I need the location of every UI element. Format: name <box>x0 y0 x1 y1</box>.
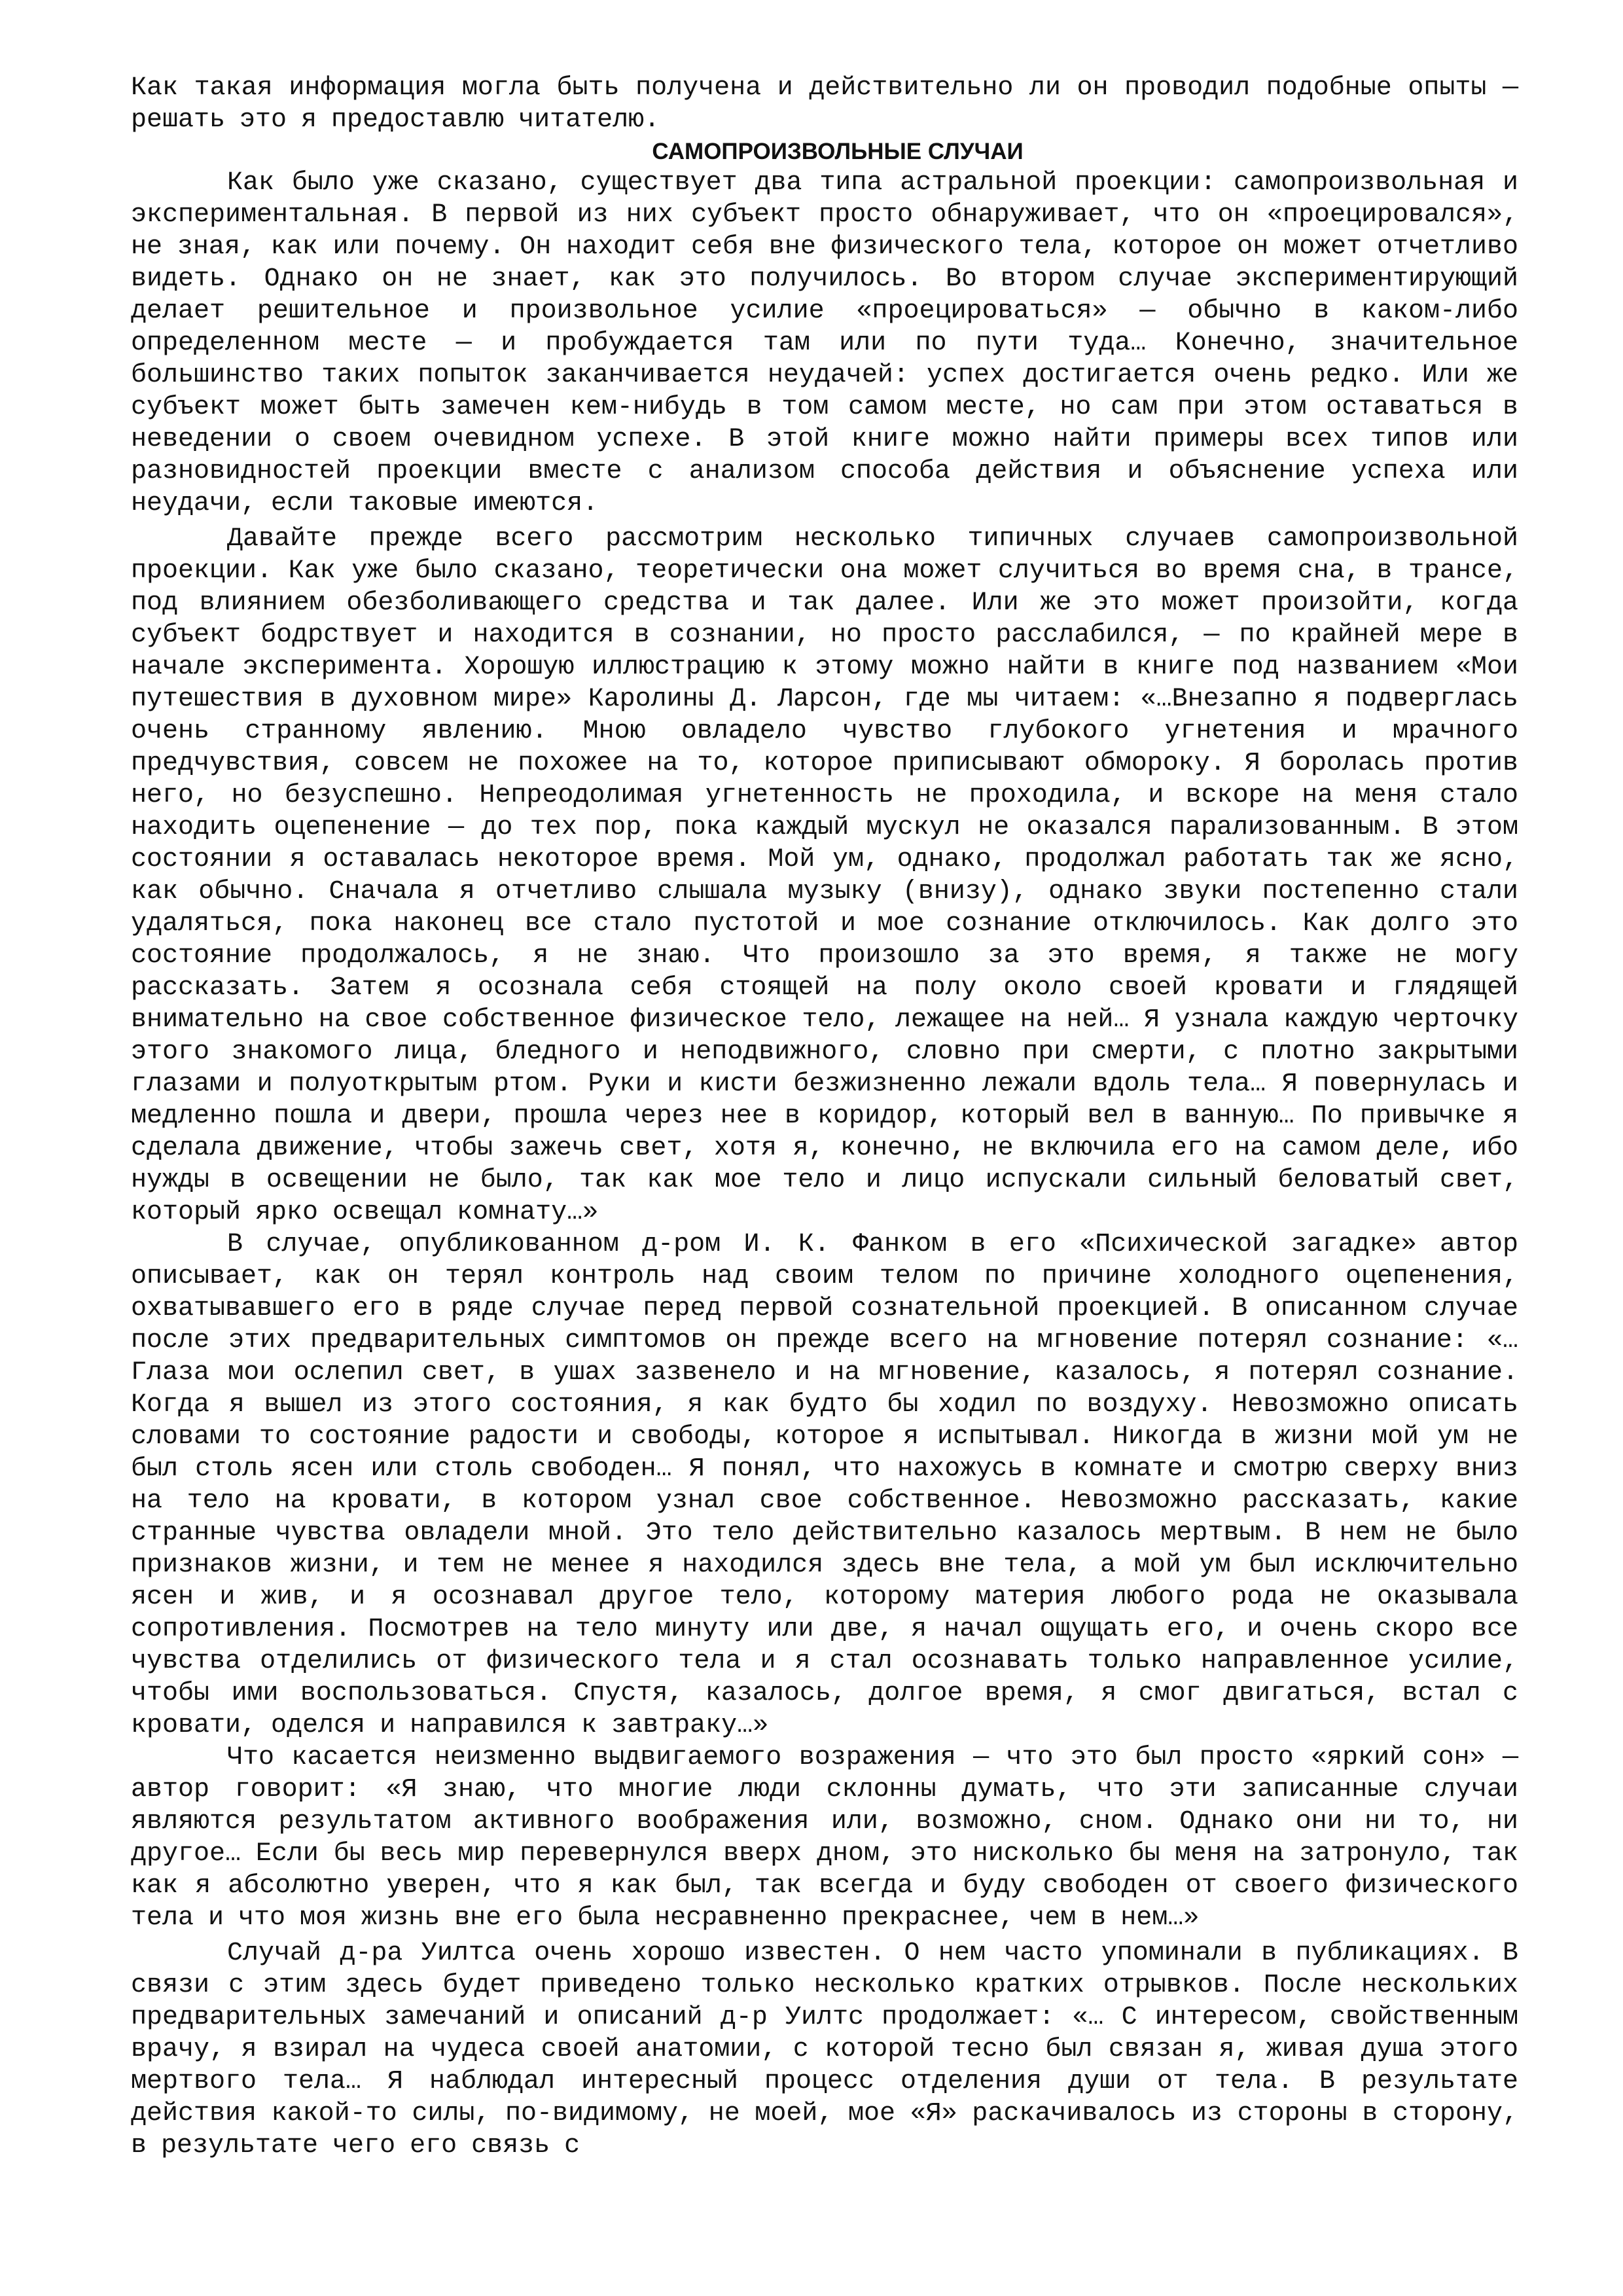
paragraph-3: В случае, опубликованном д-ром И. К. Фанком в его «Психической загадке» автор описывает, как он терял контроль над своим телом по причине холодного оцепенения, охватывавшего его в ряде случае перед первой сознательной проекцией. В описанном случае после этих предварительных симптомов он прежде всего на мгновение потерял сознание: «…Глаза мои ослепил свет, в ушах зазвенело и на мгновение, казалось, я потерял сознание. Когда я вышел из этого состояния, я как будто бы ходил по воздуху. Невозможно описать словами то состояние радости и свободы, которое я испытывал. Никогда в жизни мой ум не был столь ясен или столь свободен… Я понял, что нахожусь в комнате и смотрю сверху вниз на тело на кровати, в котором узнал свое собственное. Невозможно рассказать, какие странные чувства овладели мной. Это тело действительно казалось мертвым. В нем не было признаков жизни, и тем не менее я находился здесь вне тела, а мой ум был исключительно ясен и жив, и я осознавал другое тело, которому материя любого рода не оказывала сопротивления. Посмотрев на тело минуту или две, я начал ощущать его, и очень скоро все чувства отделились от физического тела и я стал осознавать только направленное усилие, чтобы ими воспользоваться. Спустя, казалось, долгое время, я смог двигаться, встал с кровати, оделся и направился к завтраку…» <box>131 1230 1518 1740</box>
paragraph-2: Давайте прежде всего рассмотрим несколько типичных случаев самопроизвольной проекции. Как уже было сказано, теоретически она может случиться во время сна, в трансе, под влиянием обезболивающего средства и так далее. Или же это может произойти, когда субъект бодрствует и находится в сознании, но просто расслабился, — по крайней мере в начале эксперимента. Хорошую иллюстрацию к этому можно найти в книге под названием «Мои путешествия в духовном мире» Каролины Д. Ларсон, где мы читаем: «…Внезапно я подверглась очень странному явлению. Мною овладело чувство глубокого угнетения и мрачного предчувствия, совсем не похожее на то, которое приписывают обмороку. Я боролась против него, но безуспешно. Непреодолимая угнетенность не проходила, и вскоре на меня стало находить оцепенение — до тех пор, пока каждый мускул не оказался парализованным. В этом состоянии я оставалась некоторое время. Мой ум, однако, продолжал работать так же ясно, как обычно. Сначала я отчетливо слышала музыку (внизу), однако звуки постепенно стали удаляться, пока наконец все стало пустотой и мое сознание отключилось. Как долго это состояние продолжалось, я не знаю. Что произошло за это время, я также не могу рассказать. Затем я осознала себя стоящей на полу около своей кровати и глядящей внимательно на свое собственное физическое тело, лежащее на ней… Я узнала каждую черточку этого знакомого лица, бледного и неподвижного, словно при смерти, с плотно закрытыми глазами и полуоткрытым ртом. Руки и кисти безжизненно лежали вдоль тела… Я повернулась и медленно пошла и двери, прошла через нее в коридор, который вел в ванную… По привычке я сделала движение, чтобы зажечь свет, хотя я, конечно, не включила его на самом деле, ибо нужды в освещении не было, так как мое тело и лицо испускали сильный беловатый свет, который ярко освещал комнату…» <box>131 524 1518 1227</box>
intro-paragraph: Как такая информация могла быть получена и действительно ли он проводил подобные опыты — решать это я предоставлю читателю. <box>131 73 1518 135</box>
paragraph-1: Как было уже сказано, существует два типа астральной проекции: самопроизвольная и экспериментальная. В первой из них субъект просто обнаруживает, что он «проецировался», не зная, как или почему. Он находит себя вне физического тела, которое он может отчетливо видеть. Однако он не знает, как это получилось. Во втором случае экспериментирующий делает решительное и произвольное усилие «проецироваться» — обычно в каком-либо определенном месте — и пробуждается там или по пути туда… Конечно, значительное большинство таких попыток заканчивается неудачей: успех достигается очень редко. Или же субъект может быть замечен кем-нибудь в том самом месте, но сам при этом оставаться в неведении о своем очевидном успехе. В этой книге можно найти примеры всех типов или разновидностей проекции вместе с анализом способа действия и объяснение успеха или неудачи, если таковые имеются. <box>131 168 1518 518</box>
document-page <box>131 72 1518 2162</box>
section-heading: САМОПРОИЗВОЛЬНЫЕ СЛУЧАИ <box>652 139 1024 164</box>
paragraph-5: Случай д-ра Уилтса очень хорошо известен. О нем часто упоминали в публикациях. В связи с этим здесь будет приведено только несколько кратких отрывков. После нескольких предварительных замечаний и описаний д-р Уилтс продолжает: «… С интересом, свойственным врачу, я взирал на чудеса своей анатомии, с которой тесно был связан я, живая душа этого мертвого тела… Я наблюдал интересный процесс отделения души от тела. В результате действия какой-то силы, по-видимому, не моей, мое «Я» раскачивалось из стороны в сторону, в результате чего его связь с <box>131 1939 1518 2161</box>
paragraph-4: Что касается неизменно выдвигаемого возражения — что это был просто «яркий сон» — автор говорит: «Я знаю, что многие люди склонны думать, что эти записанные случаи являются результатом активного воображения или, возможно, сном. Однако они ни то, ни другое… Если бы весь мир перевернулся вверх дном, это нисколько бы меня на затронуло, так как я абсолютно уверен, что я как был, так всегда и буду свободен от своего физического тела и что моя жизнь вне его была несравненно прекраснее, чем в нем…» <box>131 1743 1518 1933</box>
